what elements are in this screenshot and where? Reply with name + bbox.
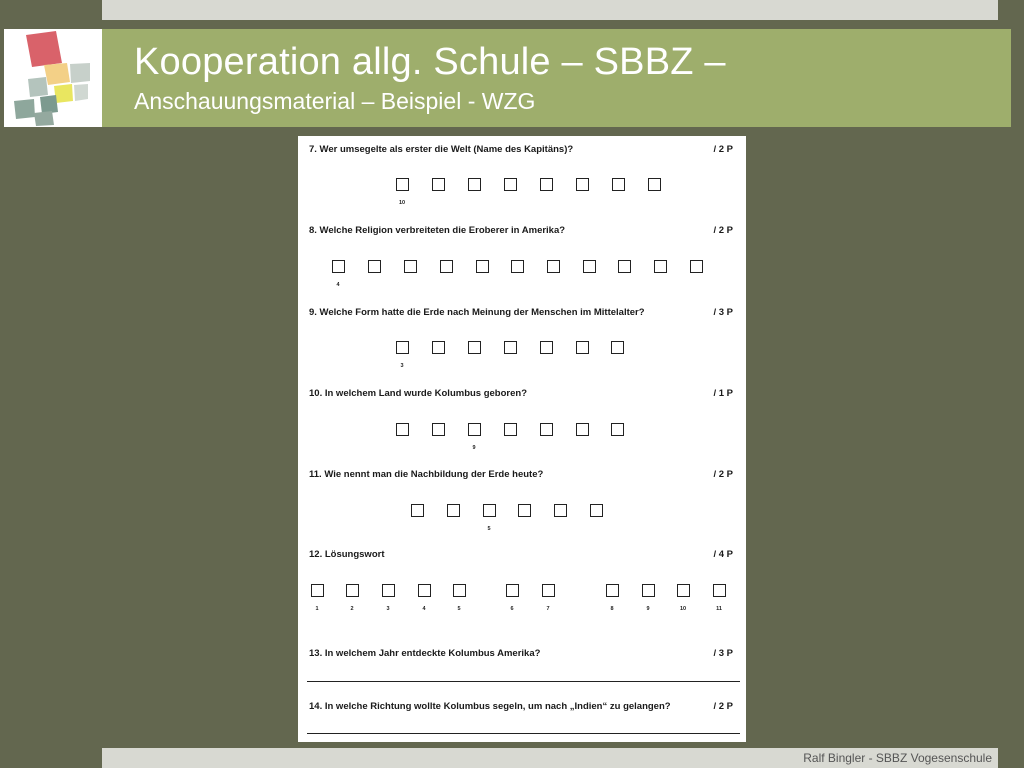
letter-box[interactable] (618, 260, 631, 273)
letter-box[interactable] (468, 341, 481, 354)
letter-box[interactable] (540, 341, 553, 354)
hint-number: 9 (646, 606, 650, 612)
letter-box[interactable] (648, 178, 661, 191)
points-12: / 4 P (713, 549, 733, 560)
letter-box[interactable] (404, 260, 417, 273)
letter-box[interactable] (518, 504, 531, 517)
hint-number: 6 (510, 606, 514, 612)
mosaic-logo-icon (4, 29, 102, 127)
letter-box[interactable] (411, 504, 424, 517)
letter-box[interactable] (504, 178, 517, 191)
question-9: 9. Welche Form hatte die Erde nach Meinung der Menschen im Mittelalter? (309, 307, 645, 318)
letter-box[interactable] (311, 584, 324, 597)
letter-box[interactable] (511, 260, 524, 273)
hint-number: 9 (472, 445, 476, 451)
letter-box[interactable] (583, 260, 596, 273)
hint-number: 5 (487, 526, 491, 532)
hint-number: 11 (716, 606, 722, 612)
letter-box[interactable] (504, 423, 517, 436)
letter-box[interactable] (447, 504, 460, 517)
hint-number: 4 (422, 606, 426, 612)
letter-box[interactable] (547, 260, 560, 273)
letter-box[interactable] (690, 260, 703, 273)
hint-number: 5 (457, 606, 461, 612)
points-11: / 2 P (713, 469, 733, 480)
letter-box[interactable] (642, 584, 655, 597)
letter-box[interactable] (576, 423, 589, 436)
letter-box[interactable] (468, 423, 481, 436)
question-10: 10. In welchem Land wurde Kolumbus geboren? (309, 388, 528, 399)
worksheet (298, 136, 746, 742)
letter-box[interactable] (440, 260, 453, 273)
letter-box[interactable] (540, 178, 553, 191)
letter-box[interactable] (576, 341, 589, 354)
answer-line-q14[interactable] (307, 733, 740, 734)
letter-box[interactable] (654, 260, 667, 273)
letter-box[interactable] (432, 341, 445, 354)
hint-number: 1 (315, 606, 319, 612)
points-8: / 2 P (713, 225, 733, 236)
question-7: 7. Wer umsegelte als erster die Welt (Name des Kapitäns)? (309, 144, 574, 155)
footer-bar (102, 748, 998, 768)
letter-box[interactable] (332, 260, 345, 273)
letter-box[interactable] (554, 504, 567, 517)
letter-box[interactable] (396, 423, 409, 436)
letter-box[interactable] (542, 584, 555, 597)
points-9: / 3 P (713, 307, 733, 318)
letter-box[interactable] (346, 584, 359, 597)
letter-box[interactable] (432, 423, 445, 436)
hint-number: 3 (400, 363, 404, 369)
logo (4, 29, 102, 127)
page-subtitle: Anschauungsmaterial – Beispiel - WZG (134, 88, 536, 114)
hint-number: 7 (546, 606, 550, 612)
letter-box[interactable] (368, 260, 381, 273)
letter-box[interactable] (677, 584, 690, 597)
question-11: 11. Wie nennt man die Nachbildung der Erde heute? (309, 469, 544, 480)
letter-box[interactable] (590, 504, 603, 517)
letter-box[interactable] (382, 584, 395, 597)
letter-box[interactable] (576, 178, 589, 191)
hint-number: 10 (679, 606, 687, 612)
letter-box[interactable] (453, 584, 466, 597)
hint-number: 3 (386, 606, 390, 612)
question-8: 8. Welche Religion verbreiteten die Eroberer in Amerika? (309, 225, 566, 236)
top-strip (102, 0, 998, 20)
title-band (102, 29, 1011, 127)
points-13: / 3 P (713, 648, 733, 659)
points-14: / 2 P (713, 701, 733, 712)
letter-box[interactable] (504, 341, 517, 354)
letter-box[interactable] (611, 423, 624, 436)
points-7: / 2 P (713, 144, 733, 155)
question-12: 12. Lösungswort (309, 549, 385, 560)
letter-box[interactable] (396, 341, 409, 354)
letter-box[interactable] (432, 178, 445, 191)
answer-line-q13[interactable] (307, 681, 740, 682)
letter-box[interactable] (418, 584, 431, 597)
hint-number: 8 (610, 606, 614, 612)
letter-box[interactable] (606, 584, 619, 597)
letter-box[interactable] (483, 504, 496, 517)
letter-box[interactable] (468, 178, 481, 191)
letter-box[interactable] (713, 584, 726, 597)
letter-box[interactable] (396, 178, 409, 191)
page-title: Kooperation allg. Schule – SBBZ – (134, 41, 726, 83)
letter-box[interactable] (612, 178, 625, 191)
hint-number: 4 (336, 282, 340, 288)
letter-box[interactable] (540, 423, 553, 436)
points-10: / 1 P (713, 388, 733, 399)
question-14: 14. In welche Richtung wollte Kolumbus segeln, um nach „Indien“ zu gelangen? (309, 701, 671, 712)
letter-box[interactable] (611, 341, 624, 354)
footer-credit: Ralf Bingler - SBBZ Vogesenschule (803, 751, 992, 765)
letter-box[interactable] (506, 584, 519, 597)
question-13: 13. In welchem Jahr entdeckte Kolumbus Amerika? (309, 648, 541, 659)
hint-number: 2 (350, 606, 354, 612)
letter-box[interactable] (476, 260, 489, 273)
hint-number: 10 (398, 200, 406, 206)
